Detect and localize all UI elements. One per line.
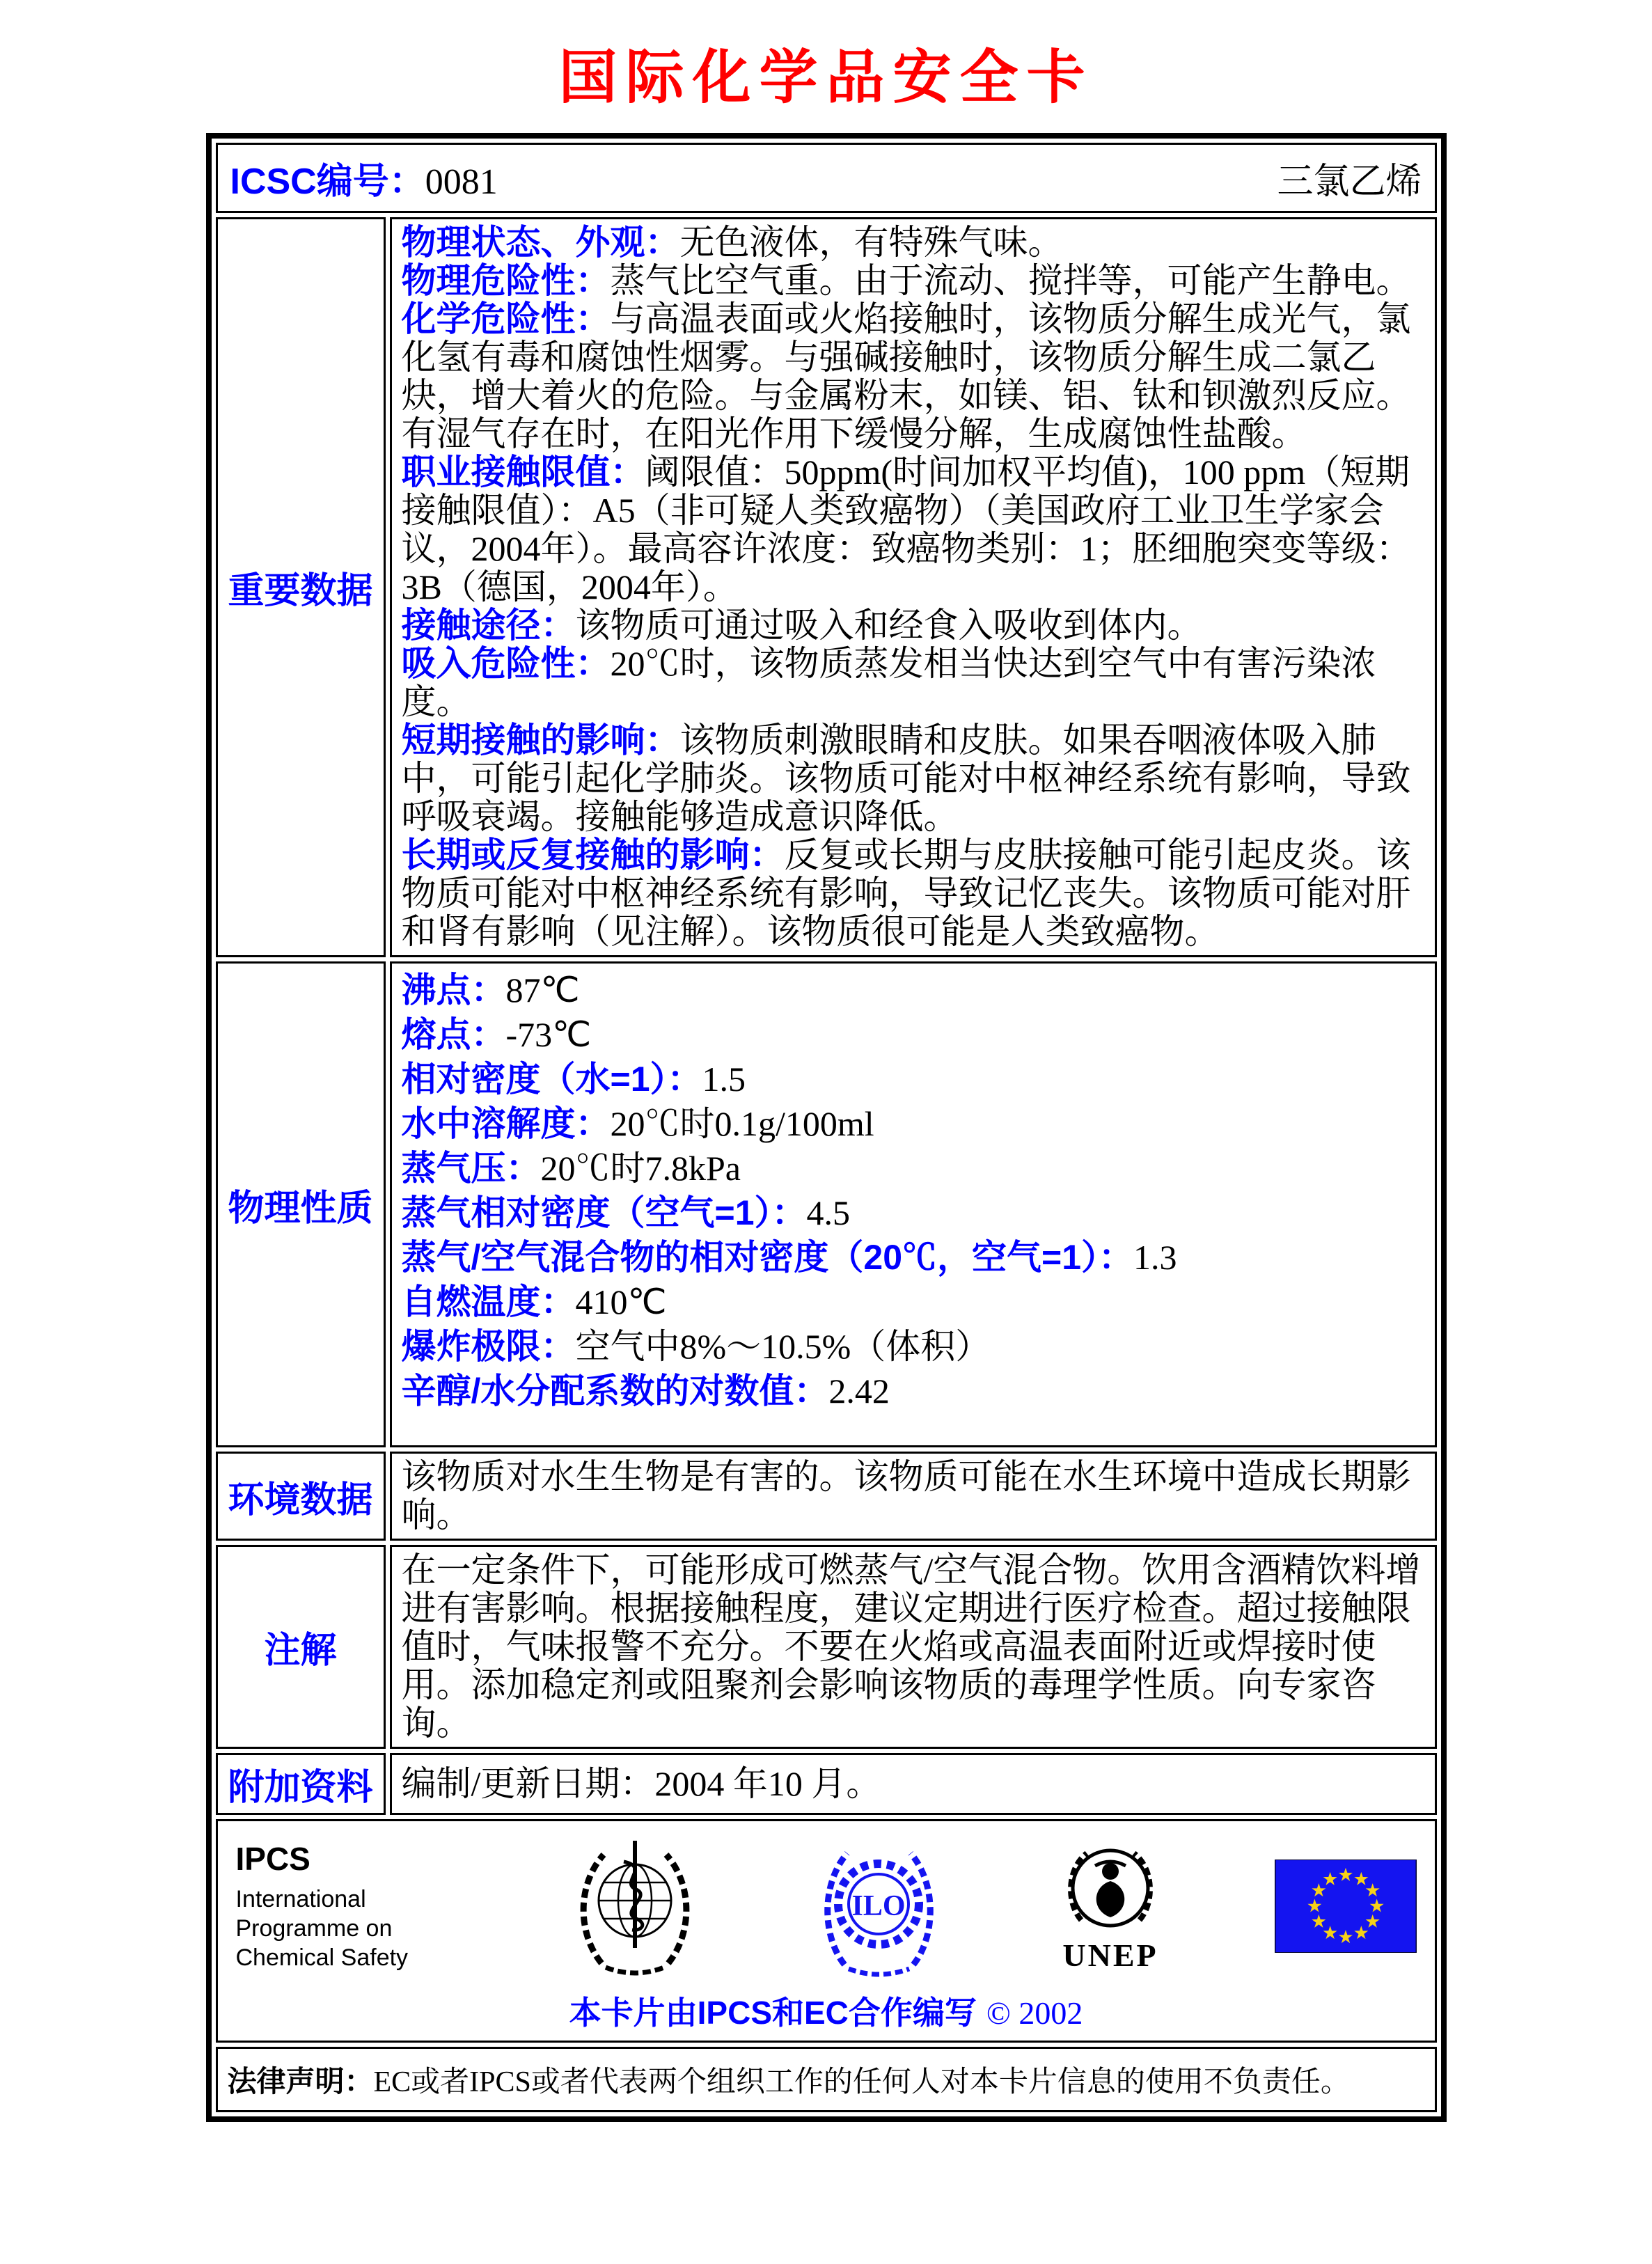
field-value: 阈限值：50ppm(时间加权平均值)，100 ppm（短期接触限值）：A5（非可疑人类致癌物）（美国政府工业卫生学家会议，2004年）。最高容许浓度：致癌物类别：1；胚细胞突变等级：3B（德国，2004年）。 xyxy=(401,453,1411,606)
caption-text: 本卡片由IPCS和EC合作编写 xyxy=(569,1995,977,2031)
property-value: 2.42 xyxy=(828,1371,890,1410)
field-value: 该物质刺激眼睛和皮肤。如果吞咽液体吸入肺中，可能引起化学肺炎。该物质可能对中枢神经系统有影响，导致呼吸衰竭。接触能够造成意识降低。 xyxy=(401,721,1411,836)
property xyxy=(402,968,1425,1012)
property-label: 蒸气/空气混合物的相对密度（20℃，空气=1）： xyxy=(401,1238,1134,1277)
field-label: 长期或反复接触的影响： xyxy=(401,835,785,874)
field xyxy=(402,262,1425,300)
field-label: 接触途径： xyxy=(401,606,576,645)
logos-row xyxy=(216,1819,1437,2043)
important-data-row xyxy=(216,217,1437,957)
additional-info-row xyxy=(216,1753,1437,1815)
who-logo-icon xyxy=(565,1831,705,1981)
property-label: 相对密度（水=1）： xyxy=(401,1060,702,1099)
property-value: 20℃时7.8kPa xyxy=(540,1149,741,1188)
header-row xyxy=(216,143,1437,213)
environmental-data-row xyxy=(216,1452,1437,1541)
property-label: 辛醇/水分配系数的对数值： xyxy=(401,1371,829,1410)
property xyxy=(402,1057,1425,1101)
eu-flag-icon xyxy=(1275,1860,1417,1953)
ipcs-name: IPCS xyxy=(235,1840,310,1877)
ipcs-full-line: International xyxy=(235,1885,366,1912)
icsc-number-group xyxy=(230,152,498,204)
field-value: 无色液体，有特殊气味。 xyxy=(679,223,1063,262)
property-value: 空气中8%～10.5%（体积） xyxy=(575,1327,991,1366)
environmental-data-text: 该物质对水生生物是有害的。该物质可能在水生环境中造成长期影响。 xyxy=(390,1452,1437,1541)
card-caption xyxy=(236,1988,1417,2034)
legal-cell xyxy=(216,2047,1437,2112)
page xyxy=(0,31,1652,2264)
ipcs-full-line: Chemical Safety xyxy=(235,1944,409,1971)
legal-label: 法律声明： xyxy=(227,2065,374,2098)
property xyxy=(402,1235,1425,1280)
property-value: 410℃ xyxy=(575,1282,667,1321)
section-label-notes: 注解 xyxy=(216,1545,386,1749)
field-label: 短期接触的影响： xyxy=(401,721,680,760)
property-value: 87℃ xyxy=(505,970,580,1009)
field-label: 化学危险性： xyxy=(401,299,611,338)
physical-properties-content xyxy=(390,961,1437,1447)
section-label-environmental-data: 环境数据 xyxy=(216,1452,386,1541)
property xyxy=(402,1369,1425,1413)
unep-block xyxy=(1053,1838,1168,1974)
ipcs-full-line: Programme on xyxy=(235,1915,393,1942)
field-value: 蒸气比空气重。由于流动、搅拌等，可能产生静电。 xyxy=(610,261,1411,300)
field-value: 与高温表面或火焰接触时，该物质分解生成光气，氯化氢有毒和腐蚀性烟雾。与强碱接触时，该物质分解生成二氯乙炔，增大着火的危险。与金属粉末，如镁、铝、钛和钡激烈反应。有湿气存在时，在阳光作用下缓慢分解，生成腐蚀性盐酸。 xyxy=(401,299,1411,453)
property-value: 4.5 xyxy=(806,1193,851,1232)
property-label: 自燃温度： xyxy=(401,1282,576,1321)
property-label: 水中溶解度： xyxy=(401,1104,611,1143)
ipcs-block xyxy=(236,1840,459,1972)
icsc-number-label: ICSC编号： xyxy=(230,162,425,202)
property-label: 沸点： xyxy=(401,970,506,1009)
field-value: 20℃时，该物质蒸发相当快达到空气中有害污染浓度。 xyxy=(401,644,1376,721)
unep-logo-text: UNEP xyxy=(1062,1937,1158,1973)
property-label: 蒸气压： xyxy=(401,1149,541,1188)
safety-card-table xyxy=(206,133,1447,2122)
notes-row xyxy=(216,1545,1437,1749)
field-value: 反复或长期与皮肤接触可能引起皮炎。该物质可能对中枢神经系统有影响，导致记忆丧失。该物质可能对肝和肾有影响（见注解）。该物质很可能是人类致癌物。 xyxy=(401,835,1411,951)
field xyxy=(402,606,1425,645)
property-label: 爆炸极限： xyxy=(401,1327,576,1366)
property-label: 熔点： xyxy=(401,1015,506,1054)
ilo-logo-text: ILO xyxy=(851,1890,906,1922)
physical-properties-row xyxy=(216,961,1437,1447)
field-value: 该物质可通过吸入和经食入吸收到体内。 xyxy=(575,606,1202,645)
additional-info-text: 编制/更新日期：2004 年10 月。 xyxy=(390,1753,1437,1815)
notes-text: 在一定条件下，可能形成可燃蒸气/空气混合物。饮用含酒精饮料增进有害影响。根据接触程度，建议定期进行医疗检查。超过接触限值时，气味报警不充分。不要在火焰或高温表面附近或焊接时使用。添加稳定剂或阻聚剂会影响该物质的毒理学性质。向专家咨询。 xyxy=(390,1545,1437,1749)
property-value: 1.5 xyxy=(702,1060,746,1099)
logos-cell xyxy=(216,1819,1437,2043)
property xyxy=(402,1101,1425,1146)
property-value: 20℃时0.1g/100ml xyxy=(610,1104,874,1143)
property-value: 1.3 xyxy=(1133,1238,1177,1277)
field-label: 职业接触限值： xyxy=(401,453,645,492)
legal-text: EC或者IPCS或者代表两个组织工作的任何人对本卡片信息的使用不负责任。 xyxy=(373,2066,1350,2098)
field-label: 吸入危险性： xyxy=(401,644,611,683)
chemical-name: 三氯乙烯 xyxy=(1277,162,1422,202)
property xyxy=(402,1190,1425,1235)
field xyxy=(402,836,1425,951)
section-label-physical-properties: 物理性质 xyxy=(216,961,386,1447)
property-value: -73℃ xyxy=(505,1015,592,1054)
unep-logo-icon xyxy=(1053,1838,1168,1942)
important-data-content xyxy=(390,217,1437,957)
property xyxy=(402,1324,1425,1369)
field xyxy=(402,453,1425,606)
section-label-additional-info: 附加资料 xyxy=(216,1753,386,1815)
copyright-text: © 2002 xyxy=(986,1995,1083,2031)
field xyxy=(402,645,1425,721)
section-label-important-data: 重要数据 xyxy=(216,217,386,957)
property xyxy=(402,1280,1425,1324)
property xyxy=(402,1012,1425,1057)
property-label: 蒸气相对密度（空气=1）： xyxy=(401,1193,807,1232)
page-title: 国际化学品安全卡 xyxy=(558,45,1094,110)
property xyxy=(402,1146,1425,1190)
field xyxy=(402,300,1425,453)
field-label: 物理状态、外观： xyxy=(401,223,680,262)
field-label: 物理危险性： xyxy=(401,261,611,300)
ilo-logo-icon xyxy=(811,1831,947,1981)
field xyxy=(402,721,1425,836)
legal-row xyxy=(216,2047,1437,2112)
field xyxy=(402,223,1425,262)
icsc-number-value: 0081 xyxy=(425,162,498,202)
